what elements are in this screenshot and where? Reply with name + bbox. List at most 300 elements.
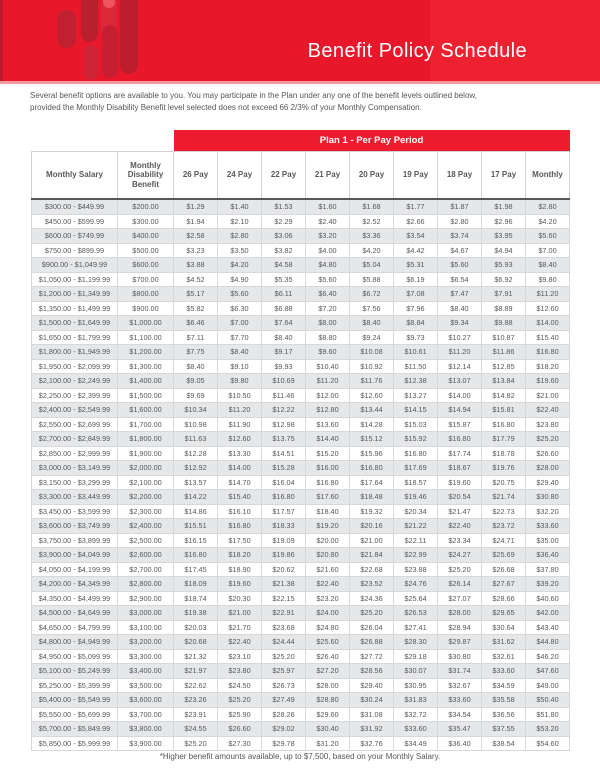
benefit-amount: $200.00 [118,199,174,214]
premium-value: $24.76 [394,577,438,592]
premium-value: $9.10 [218,359,262,374]
salary-range: $2,550.00 - $2,699.99 [32,417,118,432]
table-row [32,577,570,592]
premium-value: $14.70 [218,475,262,490]
premium-value: $5.60 [526,229,570,244]
premium-value: $13.75 [262,432,306,447]
premium-value: $20.03 [174,620,218,635]
table-row [32,664,570,679]
salary-range: $3,600.00 - $3,749.99 [32,519,118,534]
salary-range: $2,250.00 - $2,399.99 [32,388,118,403]
benefit-amount: $3,800.00 [118,722,174,737]
premium-value: $37.80 [526,562,570,577]
benefit-amount: $1,900.00 [118,446,174,461]
premium-value: $14.22 [174,490,218,505]
premium-value: $4.52 [174,272,218,287]
premium-value: $8.40 [350,316,394,331]
salary-range: $5,100.00 - $5,249.99 [32,664,118,679]
premium-value: $22.15 [262,591,306,606]
premium-value: $18.90 [218,562,262,577]
salary-range: $1,200.00 - $1,349.99 [32,287,118,302]
premium-value: $29.18 [394,649,438,664]
table-row [32,461,570,476]
premium-value: $27.72 [350,649,394,664]
premium-value: $26.60 [218,722,262,737]
table-row [32,678,570,693]
premium-value: $2.96 [482,214,526,229]
premium-value: $8.40 [438,301,482,316]
header-edge-strip [0,0,3,81]
salary-range: $750.00 - $899.99 [32,243,118,258]
premium-value: $11.20 [306,374,350,389]
premium-value: $2.52 [350,214,394,229]
premium-value: $6.88 [262,301,306,316]
salary-range: $5,250.00 - $5,399.99 [32,678,118,693]
benefit-amount: $800.00 [118,287,174,302]
premium-value: $14.28 [350,417,394,432]
premium-value: $13.84 [482,374,526,389]
premium-value: $26.68 [482,562,526,577]
premium-value: $11.20 [526,287,570,302]
premium-value: $9.24 [350,330,394,345]
premium-value: $20.16 [350,519,394,534]
premium-value: $19.60 [218,577,262,592]
salary-range: $5,850.00 - $5,999.99 [32,736,118,751]
premium-value: $30.40 [306,722,350,737]
premium-value: $16.80 [526,345,570,360]
salary-range: $3,450.00 - $3,599.99 [32,504,118,519]
premium-value: $29.40 [526,475,570,490]
premium-value: $23.26 [174,693,218,708]
premium-value: $10.61 [394,345,438,360]
salary-range: $4,200.00 - $4,349.99 [32,577,118,592]
premium-value: $18.48 [350,490,394,505]
table-row [32,272,570,287]
benefit-schedule-table [31,130,570,751]
premium-value: $28.00 [306,678,350,693]
premium-value: $26.04 [350,620,394,635]
premium-value: $26.40 [306,649,350,664]
premium-value: $15.40 [526,330,570,345]
premium-value: $21.47 [438,504,482,519]
benefit-amount: $1,400.00 [118,374,174,389]
salary-range: $1,650.00 - $1,799.99 [32,330,118,345]
benefit-amount: $3,300.00 [118,649,174,664]
premium-value: $16.80 [218,519,262,534]
premium-value: $12.28 [174,446,218,461]
logo-bar [120,0,138,74]
premium-value: $13.57 [174,475,218,490]
premium-value: $32.76 [350,736,394,751]
intro-line-1: Several benefit options are available to you. You may participate in the Plan under any one of the benefit levels outlined below, [30,91,477,100]
salary-range: $2,400.00 - $2,549.99 [32,403,118,418]
benefit-amount: $900.00 [118,301,174,316]
premium-value: $16.04 [262,475,306,490]
premium-value: $44.80 [526,635,570,650]
premium-value: $19.86 [262,548,306,563]
premium-value: $36.56 [482,707,526,722]
premium-value: $4.20 [526,214,570,229]
premium-value: $31.08 [350,707,394,722]
premium-value: $2.40 [306,214,350,229]
benefit-amount: $2,300.00 [118,504,174,519]
premium-value: $25.90 [218,707,262,722]
premium-value: $3.82 [262,243,306,258]
premium-value: $11.20 [438,345,482,360]
premium-value: $23.72 [482,519,526,534]
premium-value: $26.53 [394,606,438,621]
brand-logo-icon [55,0,155,84]
premium-value: $9.60 [306,345,350,360]
benefit-amount: $3,400.00 [118,664,174,679]
premium-value: $5.93 [482,258,526,273]
premium-value: $49.00 [526,678,570,693]
premium-value: $16.80 [350,461,394,476]
premium-value: $16.00 [306,461,350,476]
premium-value: $28.80 [306,693,350,708]
premium-value: $28.66 [482,591,526,606]
premium-value: $12.00 [306,388,350,403]
premium-value: $9.34 [438,316,482,331]
premium-value: $28.94 [438,620,482,635]
premium-value: $16.80 [262,490,306,505]
premium-value: $24.27 [438,548,482,563]
premium-value: $32.61 [482,649,526,664]
premium-value: $7.56 [350,301,394,316]
premium-value: $21.74 [482,490,526,505]
premium-value: $3.23 [174,243,218,258]
premium-value: $2.80 [218,229,262,244]
premium-value: $24.36 [350,591,394,606]
premium-value: $20.75 [482,475,526,490]
premium-value: $27.20 [306,664,350,679]
premium-value: $24.50 [218,678,262,693]
premium-value: $1.77 [394,199,438,214]
premium-value: $21.38 [262,577,306,592]
premium-value: $14.82 [482,388,526,403]
premium-value: $19.32 [350,504,394,519]
premium-value: $21.32 [174,649,218,664]
column-header-9: 17 Pay [482,152,526,200]
premium-value: $25.20 [526,432,570,447]
premium-value: $6.30 [218,301,262,316]
premium-value: $33.60 [394,722,438,737]
salary-range: $600.00 - $749.99 [32,229,118,244]
column-header-3: 24 Pay [218,152,262,200]
table-row [32,446,570,461]
premium-value: $47.60 [526,664,570,679]
premium-value: $16.15 [174,533,218,548]
premium-value: $24.44 [262,635,306,650]
premium-value: $17.57 [262,504,306,519]
benefit-amount: $2,400.00 [118,519,174,534]
banner-spacer [32,130,174,152]
premium-value: $7.47 [438,287,482,302]
premium-value: $29.40 [350,678,394,693]
column-header-4: 22 Pay [262,152,306,200]
premium-value: $18.74 [174,591,218,606]
premium-value: $23.88 [394,562,438,577]
plan-banner: Plan 1 - Per Pay Period [174,130,570,152]
table-row [32,490,570,505]
premium-value: $54.60 [526,736,570,751]
column-header-0: Monthly Salary [32,152,118,200]
salary-range: $3,300.00 - $3,449.99 [32,490,118,505]
table-row [32,693,570,708]
premium-value: $4.42 [394,243,438,258]
header-divider [0,81,600,84]
premium-value: $4.67 [438,243,482,258]
premium-value: $9.80 [526,272,570,287]
premium-value: $18.67 [438,461,482,476]
benefit-amount: $1,000.00 [118,316,174,331]
premium-value: $11.20 [218,403,262,418]
intro-line-2: provided the Monthly Disability Benefit level selected does not exceed 66 2/3% of your Monthly Compensation. [30,102,422,112]
premium-value: $36.40 [438,736,482,751]
benefit-amount: $3,600.00 [118,693,174,708]
premium-value: $4.94 [482,243,526,258]
premium-value: $20.68 [174,635,218,650]
premium-value: $16.10 [218,504,262,519]
premium-value: $17.64 [350,475,394,490]
premium-value: $23.80 [526,417,570,432]
salary-range: $300.00 - $449.99 [32,199,118,214]
premium-value: $29.02 [262,722,306,737]
benefit-amount: $2,500.00 [118,533,174,548]
benefit-amount: $700.00 [118,272,174,287]
benefit-amount: $1,300.00 [118,359,174,374]
salary-range: $900.00 - $1,049.99 [32,258,118,273]
premium-value: $2.80 [438,214,482,229]
premium-value: $36.40 [526,548,570,563]
table-row [32,258,570,273]
premium-value: $12.38 [394,374,438,389]
premium-value: $9.73 [394,330,438,345]
premium-value: $17.50 [218,533,262,548]
premium-value: $7.64 [262,316,306,331]
column-header-row [32,152,570,200]
premium-value: $27.67 [482,577,526,592]
premium-value: $33.60 [526,519,570,534]
salary-range: $1,350.00 - $1,499.99 [32,301,118,316]
salary-range: $1,500.00 - $1,649.99 [32,316,118,331]
benefit-amount: $2,800.00 [118,577,174,592]
page-title: Benefit Policy Schedule [307,40,527,62]
premium-value: $9.80 [218,374,262,389]
premium-value: $10.98 [174,417,218,432]
premium-value: $34.49 [394,736,438,751]
premium-value: $25.20 [350,606,394,621]
premium-value: $5.82 [174,301,218,316]
premium-value: $1.87 [438,199,482,214]
premium-value: $31.20 [306,736,350,751]
premium-value: $30.95 [394,678,438,693]
premium-value: $10.87 [482,330,526,345]
table-row [32,417,570,432]
premium-value: $17.74 [438,446,482,461]
premium-value: $15.87 [438,417,482,432]
premium-value: $9.17 [262,345,306,360]
premium-value: $2.66 [394,214,438,229]
salary-range: $5,700.00 - $5,849.99 [32,722,118,737]
premium-value: $4.00 [306,243,350,258]
premium-value: $15.03 [394,417,438,432]
premium-value: $14.00 [438,388,482,403]
premium-value: $10.27 [438,330,482,345]
table-row [32,229,570,244]
salary-range: $4,350.00 - $4,499.99 [32,591,118,606]
premium-value: $7.08 [394,287,438,302]
premium-value: $12.14 [438,359,482,374]
premium-value: $8.40 [262,330,306,345]
premium-value: $7.75 [174,345,218,360]
premium-value: $15.51 [174,519,218,534]
premium-value: $4.80 [306,258,350,273]
premium-value: $3.54 [394,229,438,244]
premium-value: $1.60 [306,199,350,214]
premium-value: $39.20 [526,577,570,592]
benefit-amount: $1,200.00 [118,345,174,360]
premium-value: $24.80 [306,620,350,635]
premium-value: $13.60 [306,417,350,432]
premium-value: $16.80 [438,432,482,447]
table-row [32,287,570,302]
premium-value: $10.40 [306,359,350,374]
salary-range: $4,950.00 - $5,099.99 [32,649,118,664]
premium-value: $51.80 [526,707,570,722]
premium-value: $28.30 [394,635,438,650]
premium-value: $30.24 [350,693,394,708]
premium-value: $22.40 [438,519,482,534]
table-row [32,606,570,621]
benefit-amount: $3,200.00 [118,635,174,650]
premium-value: $10.69 [262,374,306,389]
benefit-amount: $2,100.00 [118,475,174,490]
premium-value: $14.51 [262,446,306,461]
premium-value: $20.00 [306,533,350,548]
premium-value: $11.50 [394,359,438,374]
premium-value: $30.64 [482,620,526,635]
benefit-amount: $3,500.00 [118,678,174,693]
premium-value: $14.15 [394,403,438,418]
salary-range: $1,050.00 - $1,199.99 [32,272,118,287]
premium-value: $15.12 [350,432,394,447]
table-row [32,562,570,577]
benefit-amount: $1,700.00 [118,417,174,432]
premium-value: $6.40 [306,287,350,302]
premium-value: $26.14 [438,577,482,592]
premium-value: $38.54 [482,736,526,751]
salary-range: $450.00 - $599.99 [32,214,118,229]
premium-value: $19.46 [394,490,438,505]
premium-value: $37.55 [482,722,526,737]
premium-value: $7.70 [218,330,262,345]
premium-value: $19.38 [174,606,218,621]
premium-value: $8.40 [174,359,218,374]
premium-value: $23.80 [218,664,262,679]
premium-value: $12.80 [306,403,350,418]
premium-value: $5.31 [394,258,438,273]
premium-value: $42.00 [526,606,570,621]
premium-value: $21.97 [174,664,218,679]
premium-value: $20.54 [438,490,482,505]
table-row [32,591,570,606]
premium-value: $10.50 [218,388,262,403]
premium-value: $15.28 [262,461,306,476]
premium-value: $28.00 [438,606,482,621]
benefit-amount: $2,900.00 [118,591,174,606]
salary-range: $1,800.00 - $1,949.99 [32,345,118,360]
premium-value: $2.10 [218,214,262,229]
premium-value: $28.26 [262,707,306,722]
table-row [32,722,570,737]
premium-value: $23.10 [218,649,262,664]
premium-value: $28.56 [350,664,394,679]
premium-value: $16.80 [394,446,438,461]
premium-value: $32.67 [438,678,482,693]
premium-value: $35.00 [526,533,570,548]
premium-value: $25.60 [306,635,350,650]
premium-value: $16.80 [482,417,526,432]
premium-value: $19.20 [306,519,350,534]
premium-value: $25.69 [482,548,526,563]
salary-range: $5,550.00 - $5,699.99 [32,707,118,722]
premium-value: $30.80 [438,649,482,664]
premium-value: $12.22 [262,403,306,418]
premium-value: $15.40 [218,490,262,505]
premium-value: $13.27 [394,388,438,403]
premium-value: $6.92 [482,272,526,287]
salary-range: $3,750.00 - $3,899.99 [32,533,118,548]
column-header-2: 26 Pay [174,152,218,200]
table-row [32,707,570,722]
premium-value: $7.11 [174,330,218,345]
premium-value: $1.68 [350,199,394,214]
plan-banner-row [32,130,570,152]
premium-value: $29.65 [482,606,526,621]
premium-value: $5.17 [174,287,218,302]
column-header-1: Monthly Disability Benefit [118,152,174,200]
premium-value: $25.20 [438,562,482,577]
premium-value: $21.60 [306,562,350,577]
column-header-5: 21 Pay [306,152,350,200]
premium-value: $24.55 [174,722,218,737]
premium-value: $23.34 [438,533,482,548]
table-row [32,359,570,374]
premium-value: $15.81 [482,403,526,418]
table-row [32,345,570,360]
premium-value: $40.60 [526,591,570,606]
premium-value: $13.07 [438,374,482,389]
premium-value: $7.00 [218,316,262,331]
premium-value: $5.60 [306,272,350,287]
premium-value: $1.53 [262,199,306,214]
salary-range: $4,650.00 - $4,799.99 [32,620,118,635]
benefit-amount: $400.00 [118,229,174,244]
benefit-amount: $3,000.00 [118,606,174,621]
premium-value: $12.60 [350,388,394,403]
table-row [32,316,570,331]
premium-value: $1.98 [482,199,526,214]
premium-value: $12.60 [218,432,262,447]
premium-value: $1.40 [218,199,262,214]
premium-value: $32.20 [526,504,570,519]
benefit-amount: $3,900.00 [118,736,174,751]
premium-value: $10.92 [350,359,394,374]
premium-value: $22.40 [526,403,570,418]
logo-bar [84,45,98,80]
premium-value: $18.78 [482,446,526,461]
